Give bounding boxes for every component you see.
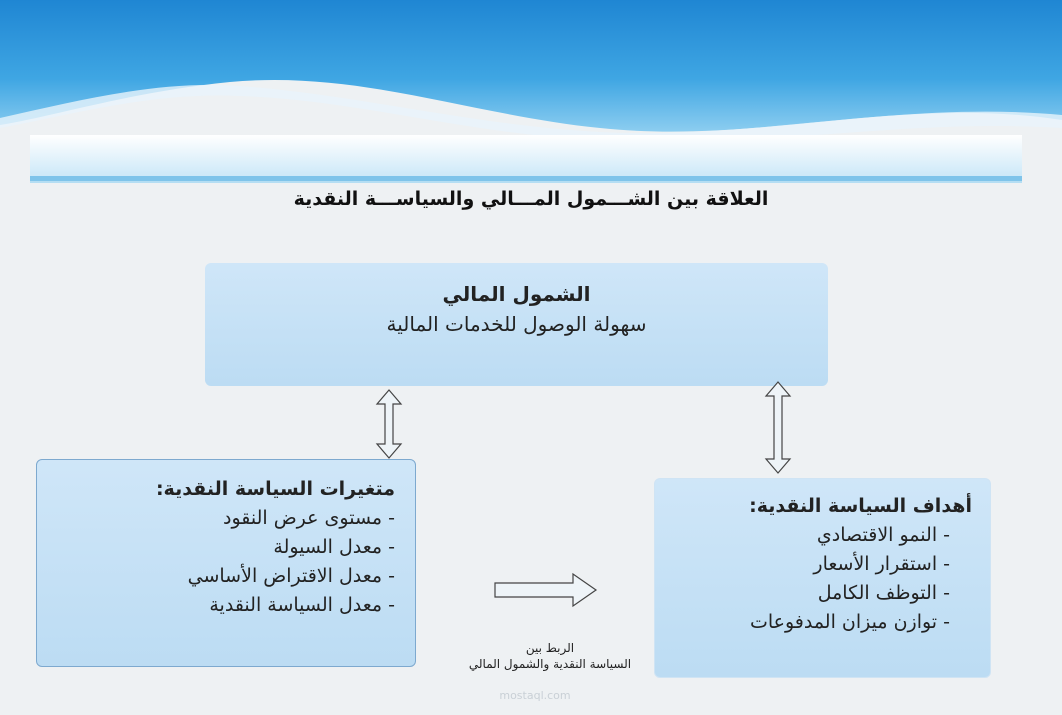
list-item: - التوظف الكامل	[665, 579, 950, 608]
link-caption	[400, 640, 700, 672]
link-caption-line1: الربط بين	[525, 641, 575, 655]
list-item: - توازن ميزان المدفوعات	[665, 608, 950, 637]
financial-inclusion-heading: الشمول المالي	[442, 282, 591, 306]
diagram-title: العلاقة بين الشـــمول المـــالي والسياســـة النقدية	[293, 188, 769, 210]
list-item: - مستوى عرض النقود	[47, 504, 395, 533]
monetary-policy-variables-box	[36, 459, 416, 667]
header-banner	[0, 0, 1062, 200]
link-caption-line2: السياسة النقدية والشمول المالي	[468, 657, 632, 671]
list-item: - معدل السيولة	[47, 533, 395, 562]
financial-inclusion-box	[205, 263, 828, 386]
list-item: - النمو الاقتصادي	[665, 521, 950, 550]
right-arrow-icon	[493, 572, 599, 608]
double-arrow-right-icon	[763, 380, 793, 475]
double-arrow-left-icon	[374, 388, 404, 460]
goals-list	[665, 521, 972, 637]
list-item: - استقرار الأسعار	[665, 550, 950, 579]
financial-inclusion-subtitle: سهولة الوصول للخدمات المالية	[386, 312, 647, 336]
list-item: - معدل الاقتراض الأساسي	[47, 562, 395, 591]
monetary-policy-goals-box	[654, 478, 991, 678]
list-item: - معدل السياسة النقدية	[47, 591, 395, 620]
variables-heading: متغيرات السياسة النقدية:	[155, 478, 395, 500]
watermark: mostaql.com	[499, 689, 571, 702]
goals-heading: أهداف السياسة النقدية:	[749, 495, 972, 517]
variables-list	[47, 504, 395, 620]
